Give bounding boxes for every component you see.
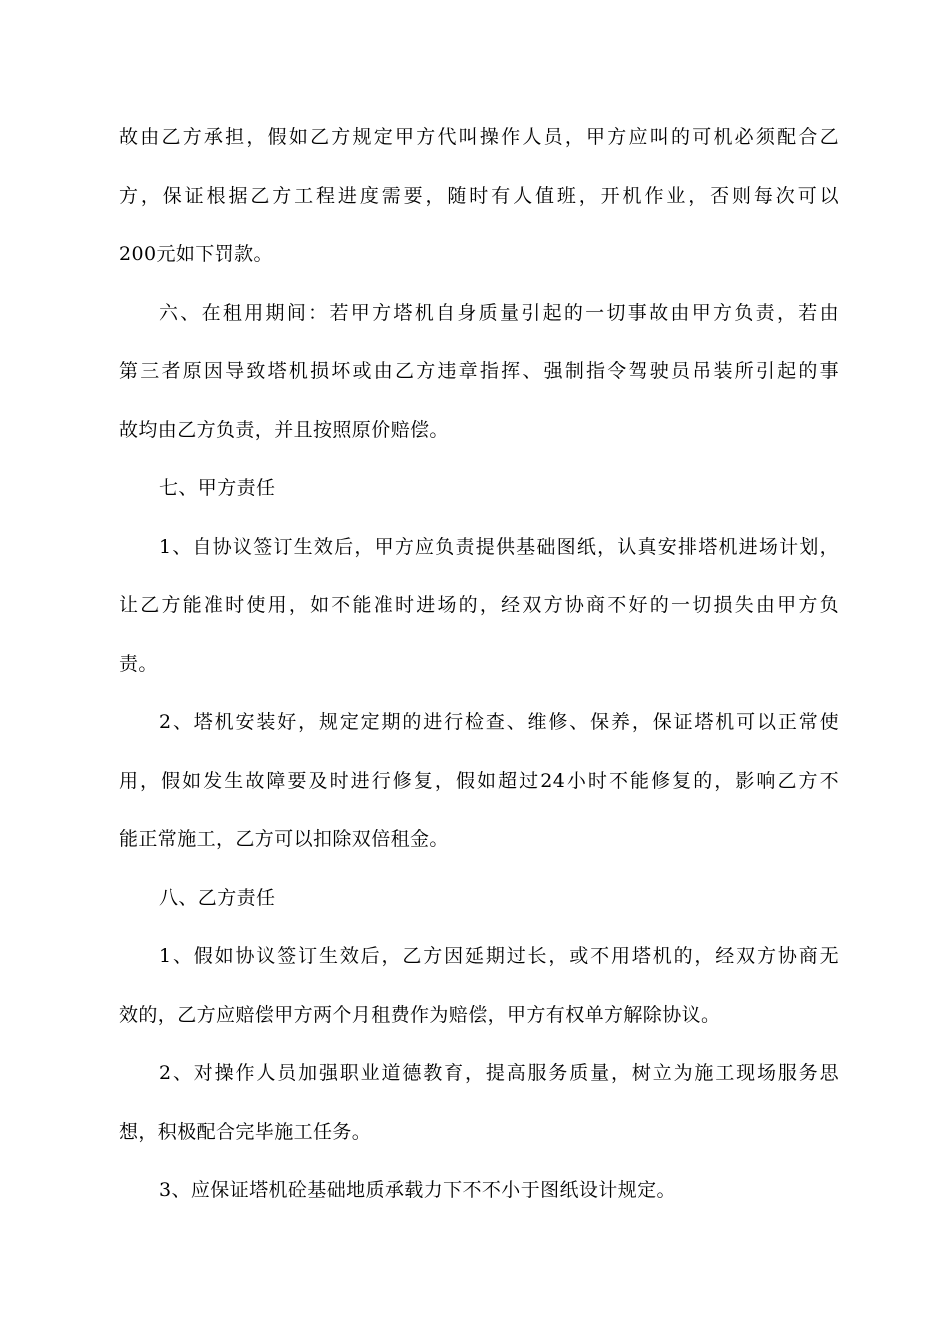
text-line: 效的，乙方应赔偿甲方两个月租费作为赔偿，甲方有权单方解除协议。 xyxy=(119,1003,721,1026)
document-body xyxy=(119,117,839,1229)
text-line: 第三者原因导致塔机损坏或由乙方违章指挥、强制指令驾驶员吊装所引起的事 xyxy=(119,360,839,382)
text-line: 200元如下罚款。 xyxy=(119,243,273,265)
text-line: 八、乙方责任 xyxy=(159,886,276,909)
text-line: 能正常施工，乙方可以扣除双倍租金。 xyxy=(119,828,449,850)
text-line: 2、塔机安装好，规定定期的进行检查、维修、保养，保证塔机可以正常使 xyxy=(159,711,839,733)
text-line: 让乙方能准时使用，如不能准时进场的，经双方协商不好的一切损失由甲方负 xyxy=(119,594,839,616)
text-line: 方，保证根据乙方工程进度需要，随时有人值班，开机作业，否则每次可以 xyxy=(119,184,839,207)
text-line: 用，假如发生故障要及时进行修复，假如超过24小时不能修复的，影响乙方不 xyxy=(119,769,839,792)
text-line: 责。 xyxy=(119,652,158,675)
text-line: 2、对操作人员加强职业道德教育，提高服务质量，树立为施工现场服务思 xyxy=(159,1062,839,1084)
text-line: 1、自协议签订生效后，甲方应负责提供基础图纸，认真安排塔机进场计划， xyxy=(159,535,839,558)
text-line: 故均由乙方负责，并且按照原价赔偿。 xyxy=(119,418,449,441)
text-line: 故由乙方承担，假如乙方规定甲方代叫操作人员，甲方应叫的可机必须配合乙 xyxy=(119,126,839,148)
text-line: 3、应保证塔机砼基础地质承载力下不不小于图纸设计规定。 xyxy=(159,1179,676,1201)
text-line: 1、假如协议签订生效后，乙方因延期过长，或不用塔机的，经双方协商无 xyxy=(159,945,839,967)
text-line: 六、在租用期间：若甲方塔机自身质量引起的一切事故由甲方负责，若由 xyxy=(159,301,839,324)
text-line: 七、甲方责任 xyxy=(159,477,276,499)
text-line: 想，积极配合完毕施工任务。 xyxy=(119,1120,372,1143)
